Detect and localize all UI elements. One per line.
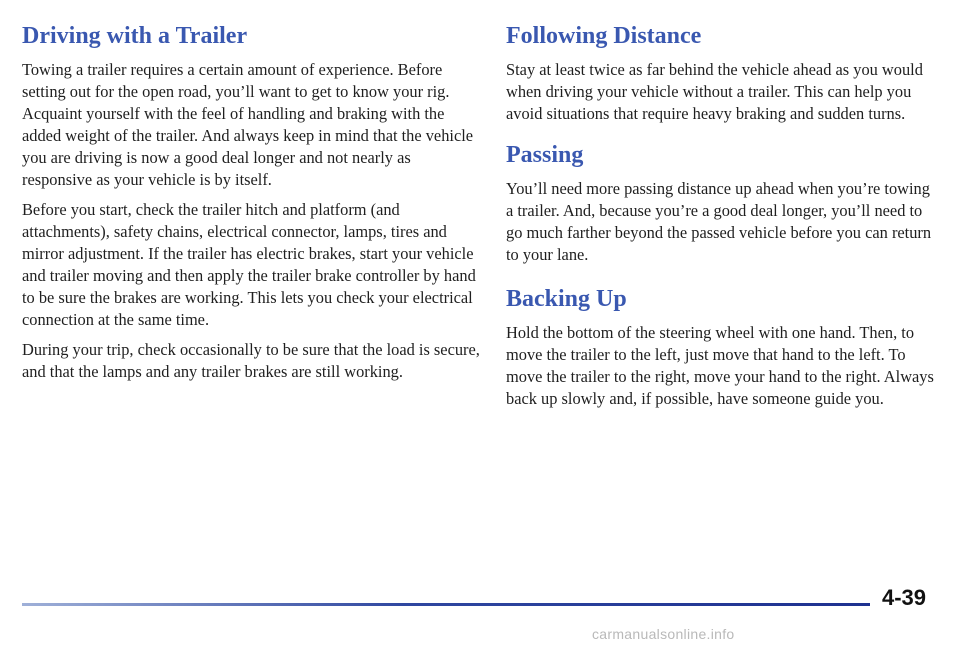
section-passing	[506, 141, 936, 266]
paragraph-passing: You’ll need more passing distance up ahead when you’re towing a trailer. And, because you’re a good deal longer, you’ll need to go much farther beyond the passed vehicle before you can return to your lane.	[506, 179, 932, 264]
paragraph-following-distance: Stay at least twice as far behind the vehicle ahead as you would when driving your vehicle without a trailer. This can help you avoid situations that require heavy braking and sudden turns.	[506, 60, 923, 123]
watermark: carmanualsonline.info	[592, 626, 735, 642]
paragraph-backing-up: Hold the bottom of the steering wheel with one hand. Then, to move the trailer to the left, just move that hand to the left. To move the trailer to the right, move your hand to the right. Always back up slowly and, if possible, have someone guide you.	[506, 323, 934, 408]
page-number: 4-39	[881, 585, 926, 610]
section-backing-up	[506, 285, 936, 410]
section-heading-passing: Passing	[506, 142, 584, 168]
section-following-distance	[506, 22, 936, 125]
section-heading-driving-with-trailer: Driving with a Trailer	[22, 23, 248, 49]
section-heading-following-distance: Following Distance	[506, 23, 702, 49]
footer-rule	[22, 603, 870, 606]
section-heading-backing-up: Backing Up	[506, 286, 627, 312]
paragraph-during-your-trip: During your trip, check occasionally to be sure that the load is secure, and that the lamps and any trailer brakes are still working.	[22, 340, 480, 381]
paragraph-before-you-start: Before you start, check the trailer hitch and platform (and attachments), safety chains, electrical connector, lamps, tires and mirror adjustment. If the trailer has electric brakes, start your vehicle and trailer moving and then apply the trailer brake controller by hand to be sure the brakes are working. This lets you check your electrical connection at the same time.	[22, 200, 476, 329]
left-column	[22, 22, 480, 391]
paragraph-towing-experience: Towing a trailer requires a certain amount of experience. Before setting out for the open road, you’ll want to get to know your rig. Acquaint yourself with the feel of handling and braking with the added weight of the trailer. And always keep in mind that the vehicle you are driving is now a good deal longer and not nearly as responsive as your vehicle is by itself.	[22, 60, 474, 189]
right-column	[506, 22, 936, 423]
